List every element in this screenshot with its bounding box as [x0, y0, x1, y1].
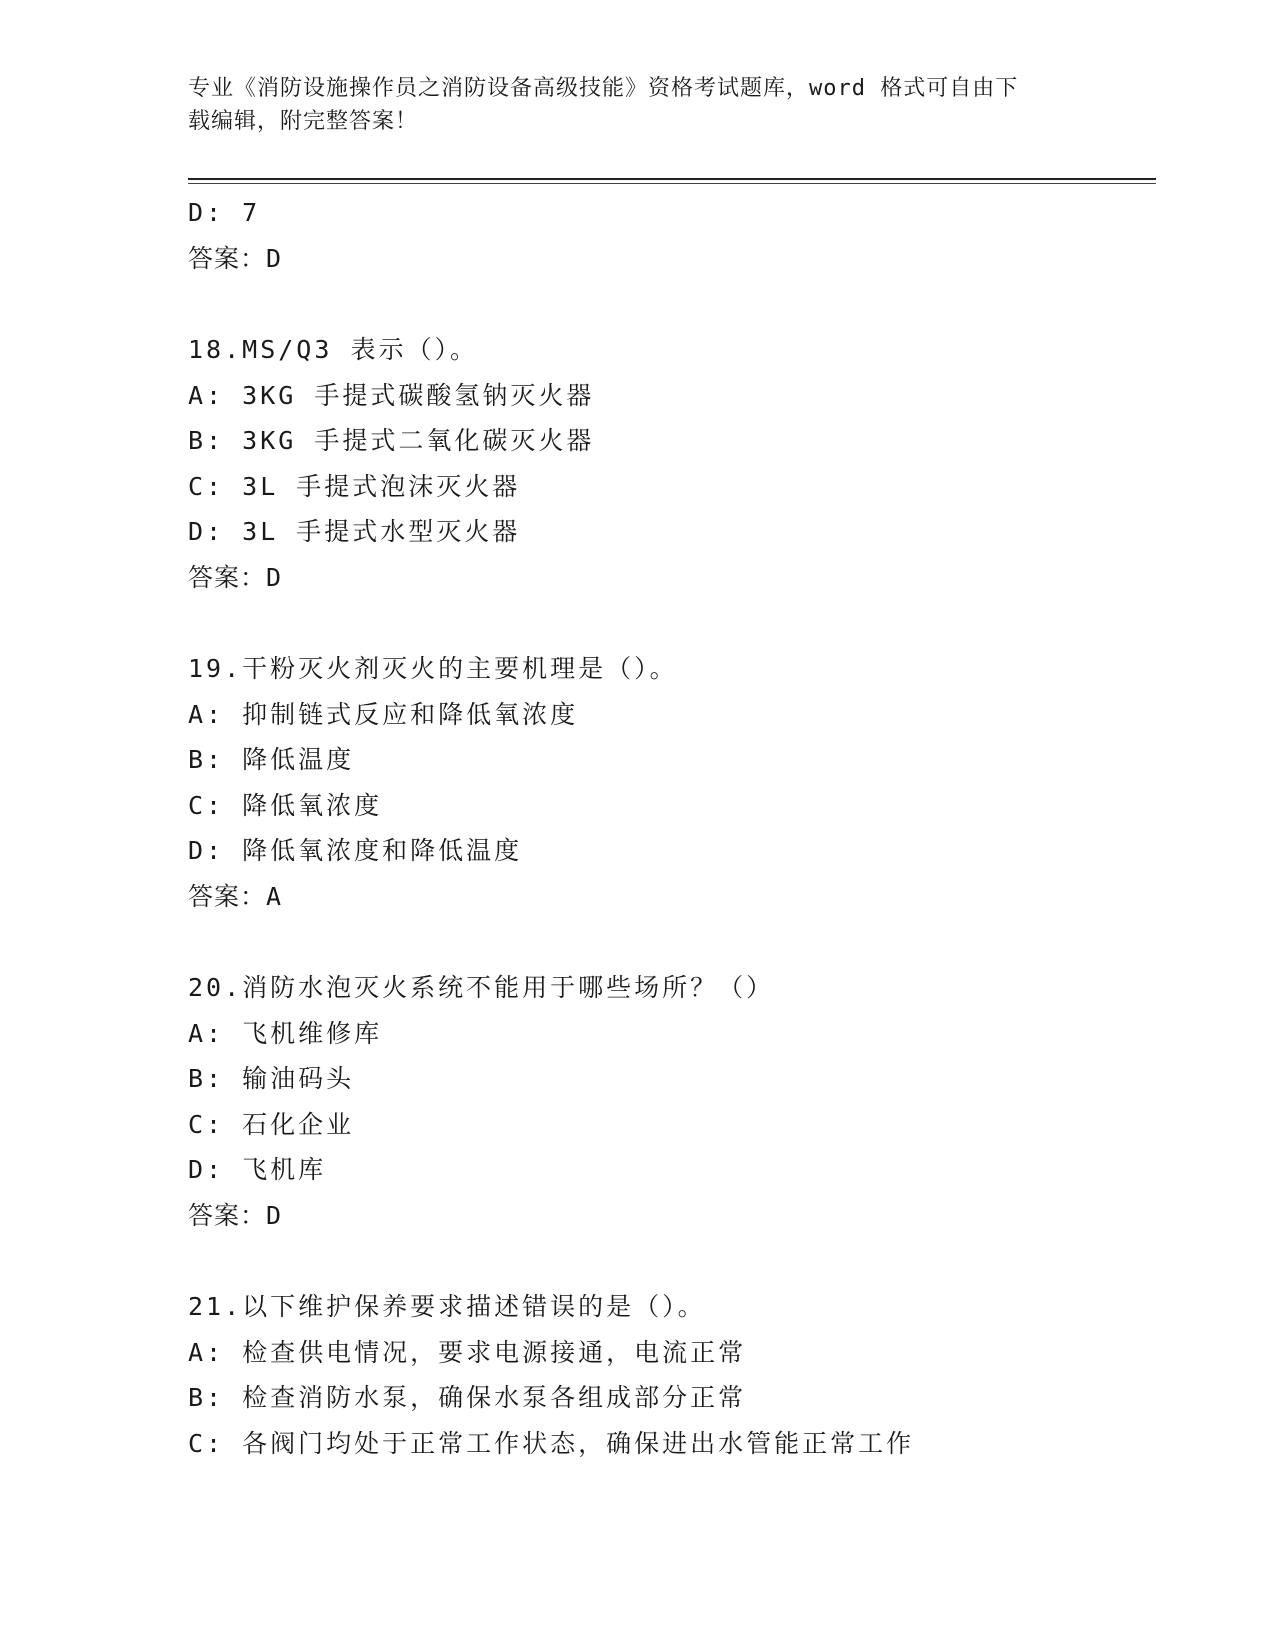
- answer-value: D: [266, 1200, 283, 1230]
- question-stem: 20.消防水泡灭火系统不能用于哪些场所？（）: [188, 973, 775, 1002]
- option-d: D: 降低氧浓度和降低温度: [188, 836, 523, 865]
- question-stem: 18.MS/Q3 表示（）。: [188, 335, 478, 364]
- header-line-2: 载编辑，附完整答案！: [188, 109, 419, 134]
- question-answer: [188, 1193, 1156, 1239]
- spacer: [188, 281, 1156, 327]
- question-stem: 21.以下维护保养要求描述错误的是（）。: [188, 1292, 706, 1321]
- option-c: C: 各阀门均处于正常工作状态，确保进出水管能正常工作: [188, 1428, 915, 1458]
- question-block-21: [188, 1284, 1156, 1466]
- answer-label: 答案：: [188, 562, 267, 592]
- answer-value: A: [266, 881, 283, 911]
- question-block-20: [188, 965, 1156, 1238]
- answer-value: D: [266, 243, 283, 273]
- option-b: B: 检查消防水泵，确保水泵各组成部分正常: [188, 1383, 747, 1412]
- option-b: B: 输油码头: [188, 1064, 355, 1093]
- option-a: A: 飞机维修库: [188, 1018, 383, 1048]
- spacer: [188, 919, 1156, 965]
- answer-label: 答案：: [188, 1200, 267, 1230]
- option-d: D: 3L 手提式水型灭火器: [188, 517, 521, 546]
- spacer: [188, 600, 1156, 646]
- document-header: [188, 72, 1088, 138]
- header-line-1: 专业《消防设施操作员之消防设备高级技能》资格考试题库，word 格式可自由下: [188, 76, 1019, 101]
- option-a: A: 3KG 手提式碳酸氢钠灭火器: [188, 380, 595, 410]
- option-c: C: 3L 手提式泡沫灭火器: [188, 471, 521, 501]
- prev-answer: [188, 236, 1156, 282]
- question-list: [188, 190, 1156, 1466]
- prev-option-d: D: 7: [188, 198, 261, 227]
- spacer: [188, 1238, 1156, 1284]
- answer-value: D: [266, 562, 283, 592]
- option-b: B: 降低温度: [188, 745, 355, 774]
- option-a: A: 抑制链式反应和降低氧浓度: [188, 699, 579, 729]
- question-answer: [188, 555, 1156, 601]
- option-d: D: 飞机库: [188, 1155, 327, 1184]
- option-c: C: 降低氧浓度: [188, 790, 383, 820]
- question-block-19: [188, 646, 1156, 919]
- question-answer: [188, 874, 1156, 920]
- question-stem: 19.干粉灭火剂灭火的主要机理是（）。: [188, 654, 678, 683]
- header-divider-thin: [188, 183, 1156, 184]
- answer-label: 答案：: [188, 881, 267, 911]
- answer-label: 答案：: [188, 243, 267, 273]
- option-b: B: 3KG 手提式二氧化碳灭火器: [188, 426, 595, 455]
- option-a: A: 检查供电情况，要求电源接通，电流正常: [188, 1337, 747, 1367]
- option-c: C: 石化企业: [188, 1109, 355, 1139]
- question-block-18: [188, 327, 1156, 600]
- header-divider-thick: [188, 178, 1156, 180]
